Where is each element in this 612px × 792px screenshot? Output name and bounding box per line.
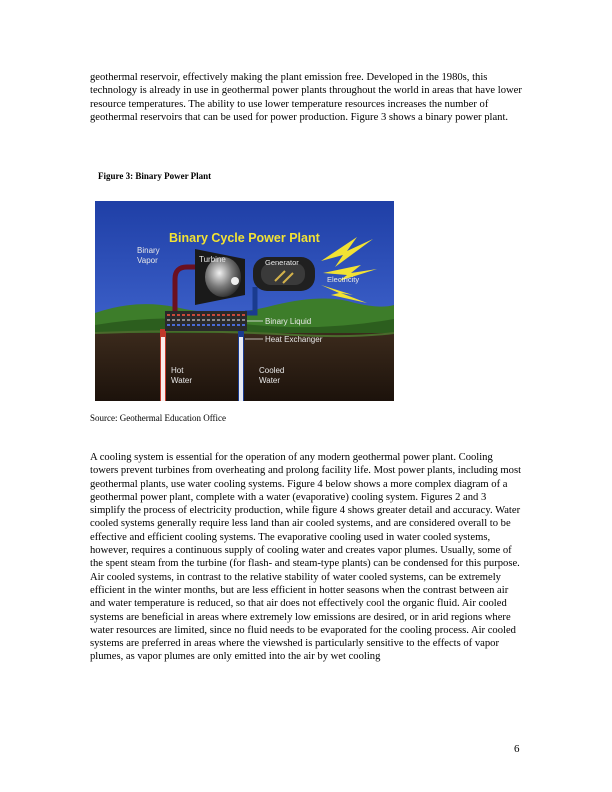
binary-vapor-label: Binary <box>137 246 160 255</box>
binary-vapor-label-2: Vapor <box>137 256 158 265</box>
hot-water-label-2: Water <box>171 376 193 385</box>
page-number: 6 <box>514 743 520 755</box>
hot-water-label: Hot <box>171 366 184 375</box>
heat-exchanger <box>165 311 247 331</box>
binary-power-plant-figure <box>95 201 394 401</box>
diagram-title: Binary Cycle Power Plant <box>169 231 320 245</box>
heat-exchanger-label: Heat Exchanger <box>265 335 323 344</box>
intro-paragraph: geothermal reservoir, effectively making the plant emission free. Developed in the 1980s, this technology is already in use in geothermal power plants throughout the world in areas that have lower resource temperatures. The ability to use lower temperature resources increases the number of geothermal reservoirs that can be used for power production. Figure 3 shows a binary power plant. <box>90 72 522 123</box>
binary-liquid-label: Binary Liquid <box>265 317 312 326</box>
cooling-paragraph: A cooling system is essential for the operation of any modern geothermal power plant. Cooling towers prevent turbines from overheating and prolong facility life. Most power plants, including most geothermal plants, use water cooling systems. Figure 4 below shows a more complex diagram of a geothermal power plant, complete with a water (evaporative) cooling system. Figures 2 and 3 simplify the process of electricity production, while figure 4 shows greater detail and accuracy. Water cooled systems generally require less land than air cooled systems, and are considered overall to be effective and efficient cooling systems. The evaporative cooling used in water cooled systems, however, requires a continuous supply of cooling water and creates vapor plumes. Usually, some of the spent steam from the turbine (for flash- and steam-type plants) can be condensed for this purpose. Air cooled systems, in contrast to the relative stability of water cooled systems, can be extremely efficient in the winter months, but are less efficient in hotter seasons when the contrast between air and water temperature is reduced, so that air does not effectively cool the organic fluid. Air cooled systems are beneficial in areas where extremely low emissions are desired, or in arid regions where water resources are limited, since no fluid needs to be evaporated for the cooling process. Air cooled systems are preferred in areas where the viewshed is particularly sensitive to the effects of vapor plumes, as vapor plumes are only emitted into the air by wet cooling <box>90 452 522 663</box>
cooled-water-label-2: Water <box>259 376 281 385</box>
figure-caption: Figure 3: Binary Power Plant <box>98 171 212 181</box>
generator-label: Generator <box>265 258 299 267</box>
figure-source: Source: Geothermal Education Office <box>90 413 227 423</box>
electricity-label: Electricity <box>327 275 360 284</box>
ground <box>95 333 394 401</box>
turbine-label: Turbine <box>199 255 226 264</box>
cooled-water-label: Cooled <box>259 366 285 375</box>
